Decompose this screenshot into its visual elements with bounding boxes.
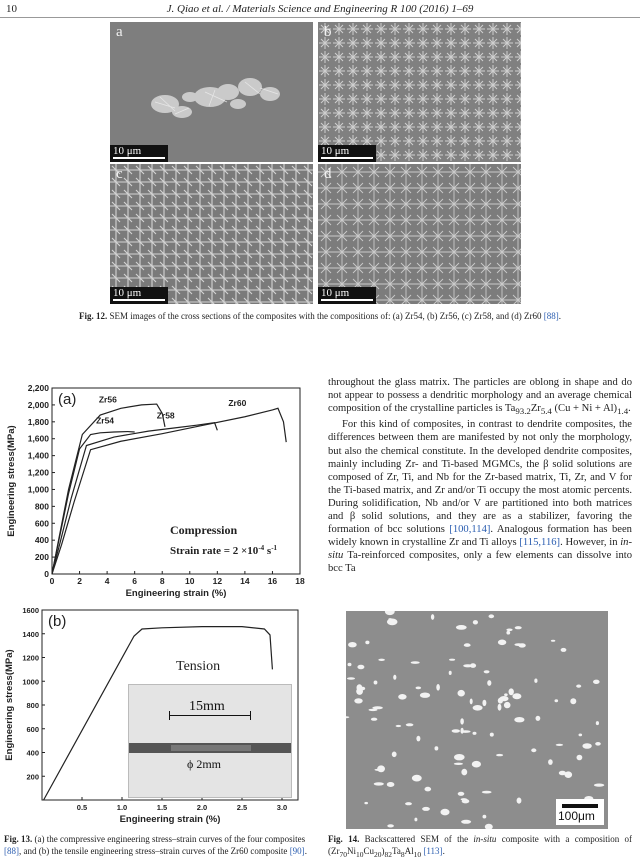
ta-particle — [406, 723, 414, 726]
ta-particle — [435, 746, 439, 750]
scale-bar: 10 μm — [318, 287, 376, 304]
y-tick-label: 1,000 — [27, 484, 49, 495]
sem-panel-a — [110, 22, 313, 162]
ta-particle — [454, 763, 463, 765]
ta-particle — [534, 679, 537, 683]
ta-particle — [364, 802, 368, 804]
scale-bar: 10 μm — [110, 287, 168, 304]
y-axis-label: Engineering stress(MPa) — [6, 425, 17, 537]
x-tick-label: 4 — [104, 576, 110, 586]
inset-diameter-label: ϕ 2mm — [187, 757, 221, 771]
scale-bar-100um: 100μm — [556, 799, 604, 825]
ta-particle — [441, 809, 450, 816]
ta-particle — [458, 690, 465, 697]
citation-link[interactable]: [88] — [4, 845, 19, 856]
ta-particle — [348, 663, 352, 667]
ta-particle — [452, 729, 460, 732]
citation-link[interactable]: [100,114] — [449, 524, 491, 536]
x-axis-label: Engineering strain (%) — [119, 814, 221, 825]
ta-particle — [506, 631, 510, 635]
ta-particle — [579, 734, 583, 737]
y-tick-label: 800 — [26, 701, 39, 710]
ta-particle — [416, 687, 422, 690]
ta-particle — [556, 744, 563, 746]
citation-link[interactable]: [88] — [543, 311, 559, 321]
ta-particle — [449, 671, 452, 675]
ta-particle — [357, 684, 363, 691]
ta-particle — [387, 824, 394, 827]
ta-particle — [387, 782, 395, 787]
series-label-zr56: Zr56 — [98, 394, 117, 405]
y-tick-label: 0 — [44, 569, 49, 579]
ta-particle — [378, 659, 385, 661]
y-tick-label: 200 — [26, 772, 39, 782]
ta-particle — [420, 693, 430, 698]
x-tick-label: 0.5 — [76, 803, 88, 812]
ta-particle — [576, 685, 581, 688]
y-tick-label: 1600 — [22, 606, 39, 615]
ta-particle — [500, 696, 509, 701]
specimen-photo-inset — [128, 684, 292, 798]
ta-particle — [551, 640, 555, 642]
annotation-tension: Tension — [176, 659, 221, 674]
ta-particle — [504, 693, 508, 696]
ta-particle — [411, 661, 420, 664]
y-tick-label: 600 — [34, 518, 49, 529]
paragraph-1: throughout the glass matrix. The particles are oblong in shape and do not appear to possess a dendritic morphology and an average chemical composition of the crystalline particles is $Ta_{93.2}Zr_{5.4}$ $(Cu + Ni + Al)_{1.4}$. — [328, 377, 632, 417]
y-tick-label: 1400 — [22, 629, 39, 639]
ta-particle — [412, 775, 422, 782]
x-tick-label: 1.5 — [156, 803, 168, 812]
ta-particle — [347, 677, 355, 679]
ta-particle — [472, 761, 481, 768]
body-text-column — [328, 376, 632, 576]
ta-particle — [484, 670, 490, 673]
scale-bar: 10 μm — [110, 145, 168, 162]
page-number: 10 — [6, 3, 17, 15]
ta-particle — [506, 629, 512, 632]
ta-particle — [490, 733, 494, 737]
sem-panel-d — [318, 164, 521, 304]
scale-bar: 10 μm — [318, 145, 376, 162]
y-tick-label: 1000 — [22, 677, 39, 687]
citation-link[interactable]: [115,116] — [519, 537, 561, 549]
ta-particle — [489, 614, 495, 618]
ta-particle — [449, 659, 455, 661]
ta-particle — [374, 681, 378, 685]
x-tick-label: 1.0 — [116, 803, 128, 812]
paragraph-2: For this kind of composites, in contrast to dendrite composites, the differences between them are manifested by not only the morphology, but also the chemical constitute. In the developed dendrite composites, mainly including Zr- and Ti-based MGMCs, the β solid solutions are composed of Zr, Ti, and Nb for the Zr-based matrix, Ti, Zr, and V for the Ti-based matrix, and Zr and/or Ti occupy the most atomic percents. During solidification, Nb and/or V are partitioned into both matrices and β solid solutions, and they are as a stabilizer, favoring the formation of bcc solutions [100,114]. Analogous formation has been widely known in crystalline Zr and Ti alloys [115,116]. However, in in-situ Ta-reinforced composites, only a few elements can dissolve into bcc Ta — [328, 419, 633, 575]
y-axis-label: Engineering stress(MPa) — [4, 649, 15, 761]
panel-letter: c — [116, 166, 123, 182]
inset-length-label: 15mm — [189, 699, 225, 714]
y-tick-label: 1,400 — [27, 450, 49, 461]
series-line-zr54 — [52, 432, 135, 574]
ta-particle — [514, 643, 522, 646]
sem-panel-c — [110, 164, 313, 304]
fig12-caption: Fig. 12. SEM images of the cross sections of the composites with the compositions of: (a) Zr54, (b) Zr56, (c) Zr58, and (d) Zr60 [88]. — [79, 311, 561, 321]
annotation-compression: Compression — [170, 523, 238, 537]
backscattered-sem — [346, 611, 608, 829]
ta-particle — [548, 759, 553, 765]
y-tick-label: 1,600 — [27, 433, 49, 444]
ta-particle — [436, 684, 440, 691]
ta-particle — [369, 709, 378, 711]
x-tick-label: 2.5 — [236, 803, 248, 812]
ta-particle — [498, 704, 502, 711]
ta-particle — [515, 626, 522, 629]
ta-particle — [536, 716, 541, 721]
compression-chart — [0, 378, 320, 603]
ta-particle — [565, 771, 573, 778]
ta-particle — [517, 798, 522, 804]
sem-image-a — [110, 22, 313, 162]
citation-link[interactable]: [113] — [423, 845, 443, 856]
series-label-zr54: Zr54 — [96, 415, 115, 426]
ta-particle — [456, 625, 467, 630]
ta-particle — [454, 754, 465, 760]
fig13b-chart — [0, 604, 320, 830]
sem-image-b — [318, 22, 521, 162]
ta-particle — [393, 675, 396, 680]
ta-particle — [594, 784, 604, 787]
ta-particle — [473, 732, 477, 735]
ta-particle — [422, 807, 430, 811]
y-tick-label: 2,200 — [27, 383, 49, 393]
ta-particle — [354, 698, 362, 703]
ta-particle — [461, 820, 471, 824]
ta-particle — [461, 728, 464, 734]
fig13-caption: Fig. 13. (a) the compressive engineering stress–strain curves of the four composites [88], and (b) the tensile engineering stress–strain curves of the Zr60 composite [90]. — [4, 834, 307, 856]
ta-particle — [365, 641, 369, 645]
ta-particle — [460, 718, 464, 724]
ta-particle — [464, 643, 471, 647]
y-tick-label: 200 — [34, 552, 49, 563]
ta-particle — [496, 754, 503, 756]
ta-particle — [458, 792, 465, 796]
ta-particle — [371, 718, 377, 721]
ta-particle — [509, 688, 514, 695]
ta-particle — [482, 700, 486, 706]
panel-letter: a — [116, 24, 123, 40]
header-rule — [0, 17, 640, 18]
ta-particle — [570, 698, 576, 704]
ta-particle — [425, 787, 432, 792]
x-tick-label: 3.0 — [276, 803, 288, 812]
ta-particle — [482, 791, 492, 794]
y-tick-label: 400 — [26, 748, 39, 758]
ta-particle — [473, 705, 483, 711]
ta-particle — [595, 742, 601, 746]
x-axis-label: Engineering strain (%) — [125, 588, 227, 599]
x-tick-label: 10 — [185, 576, 195, 586]
x-tick-label: 14 — [240, 576, 250, 586]
ta-particle — [483, 815, 487, 819]
sem-image-c — [110, 164, 313, 304]
x-tick-label: 2.0 — [196, 803, 208, 812]
x-tick-label: 18 — [295, 576, 305, 586]
ta-particle — [377, 765, 385, 772]
sem-image-d — [318, 164, 521, 304]
ta-particle — [398, 694, 406, 700]
ta-particle — [555, 699, 559, 702]
ta-particle — [498, 640, 506, 646]
ta-particle — [470, 699, 473, 705]
ta-particle — [392, 752, 397, 758]
ta-particle — [374, 782, 384, 785]
series-line-zr56 — [52, 404, 165, 574]
series-label-zr60: Zr60 — [228, 397, 247, 408]
ta-particle — [531, 748, 536, 752]
ta-particle — [396, 725, 402, 727]
ta-particle — [388, 618, 392, 620]
ta-particle — [416, 736, 420, 742]
ta-particle — [577, 755, 583, 761]
ta-particle — [596, 721, 599, 725]
annotation-strain-rate: Strain rate = $2 \times 10^{-4}$ $s^{-1}$ — [170, 544, 278, 557]
x-tick-label: 12 — [212, 576, 223, 586]
sem-panel-b — [318, 22, 521, 162]
citation-link[interactable]: [90] — [289, 845, 305, 856]
ta-particle — [357, 665, 364, 670]
ta-particle — [463, 664, 472, 667]
ta-particle — [348, 642, 357, 647]
y-tick-label: 1,200 — [27, 467, 49, 478]
y-tick-label: 600 — [26, 724, 39, 734]
x-tick-label: 16 — [267, 576, 278, 586]
y-tick-label: 800 — [34, 501, 49, 512]
fig13a-chart — [0, 378, 320, 603]
ta-particle — [504, 702, 511, 708]
y-tick-label: 1,800 — [27, 416, 49, 427]
panel-label: (b) — [48, 613, 67, 630]
ta-particle — [414, 818, 417, 822]
x-tick-label: 8 — [159, 576, 165, 586]
ta-particle — [405, 802, 412, 805]
ta-particle — [473, 620, 478, 624]
y-tick-label: 2,000 — [27, 399, 49, 410]
running-header: J. Qiao et al. / Materials Science and Engineering R 100 (2016) 1–69 — [166, 3, 474, 15]
ta-particle — [461, 798, 468, 800]
series-label-zr58: Zr58 — [156, 410, 175, 421]
fig14-sem-image — [346, 611, 608, 829]
fig14-caption: Fig. 14. Backscattered SEM of the in-situ composite with a composition of $(Zr_{70}Ni_{10}Cu_{20})_{82}Ta_8Al_{10}$ [113]. — [328, 834, 633, 859]
ta-particle — [431, 614, 434, 620]
ta-particle — [561, 648, 567, 652]
ta-particle — [582, 743, 591, 749]
ta-particle — [487, 680, 491, 686]
y-tick-label: 400 — [34, 535, 49, 546]
x-tick-label: 2 — [77, 576, 82, 586]
y-tick-label: 1200 — [22, 653, 39, 663]
panel-label: (a) — [58, 391, 77, 408]
x-tick-label: 0 — [49, 576, 55, 586]
panel-letter: b — [324, 24, 332, 40]
x-tick-label: 6 — [132, 576, 138, 586]
panel-letter: d — [324, 166, 332, 182]
ta-particle — [512, 693, 521, 699]
ta-particle — [461, 769, 467, 776]
ta-particle — [514, 717, 524, 722]
ta-particle — [593, 680, 600, 684]
